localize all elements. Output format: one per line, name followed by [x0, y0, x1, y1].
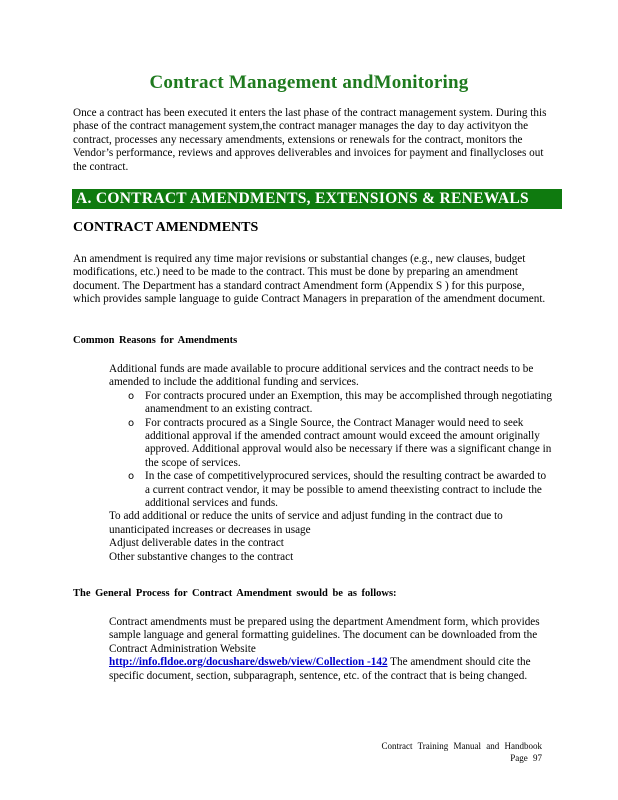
common-reasons-heading: Common Reasons for Amendments	[73, 335, 238, 346]
page-title: Contract Management andMonitoring	[149, 72, 469, 93]
sub-list-item	[73, 417, 553, 471]
sub-list-item-text: For contracts procured under an Exemption, this may be accomplished through negotiating anamendment to an existing contract.	[145, 389, 552, 416]
collection-link[interactable]: http://info.fldoe.org/docushare/dsweb/view/Collection -142	[109, 656, 388, 669]
page-number: Page 97	[510, 753, 542, 763]
contract-amendments-heading: CONTRACT AMENDMENTS	[73, 220, 259, 235]
sub-list-item-text: For contracts procured as a Single Source, the Contract Manager would need to seek additional approval if the amended contract amount would exceed the amount originally approved. Additional approval would also be necessary if there was a significant change in the scope of services.	[145, 416, 552, 469]
intro-paragraph: Once a contract has been executed it enters the last phase of the contract management system. During this phase of the contract management system,the contract manager manages the day to day activityon the contract, processes any necessary amendments, extensions or renewals for the contract, monitors the Vendor’s performance, reviews and approves deliverables and invoices for payment and finallycloses out the contract.	[73, 107, 547, 173]
list-item	[73, 537, 553, 550]
list-item	[73, 616, 553, 656]
page-footer	[382, 740, 542, 764]
circle-bullet-icon: o	[128, 471, 135, 483]
circle-bullet-icon: o	[128, 417, 135, 429]
list-item	[73, 551, 553, 564]
sub-list-item	[73, 470, 553, 510]
list-item-text: Contract amendments must be prepared using the department Amendment form, which provides sample language and general formatting guidelines. The document can be downloaded from the Contract Administration Website	[109, 616, 540, 655]
amendment-paragraph: An amendment is required any time major revisions or substantial changes (e.g., new clauses, budget modifications, etc.) need to be made to the contract. This must be done by preparing an amendment document. The Department has a standard contract Amendment form (Appendix S ) for this purpose, which provides sample language to guide Contract Managers in preparation of the amendment document.	[73, 253, 546, 306]
list-item-text: Other substantive changes to the contract	[109, 550, 294, 563]
list-item-text: The amendment should cite the specific document, section, subparagraph, sentence, etc. of the contract that is being changed.	[109, 656, 531, 682]
list-item-text: To add additional or reduce the units of service and adjust funding in the contract due to unanticipated increases or decreases in usage	[109, 510, 503, 536]
general-process-heading: The General Process for Contract Amendment swould be as follows:	[73, 588, 397, 599]
footer-handbook-title: Contract Training Manual and Handbook	[381, 741, 542, 751]
list-item	[73, 656, 553, 683]
circle-bullet-icon: o	[128, 390, 135, 402]
list-item	[73, 363, 553, 390]
list-item-text: Additional funds are made available to procure additional services and the contract needs to be amended to include the additional funding and services.	[109, 363, 534, 389]
list-item-text: Adjust deliverable dates in the contract	[109, 537, 284, 550]
sub-list-item-text: In the case of competitivelyprocured services, should the resulting contract be awarded to a current contract vendor, it may be possible to amend theexisting contract to include the additional services and funds.	[145, 470, 547, 510]
list-item	[73, 510, 553, 537]
reasons-list	[73, 363, 553, 564]
process-list	[73, 616, 553, 683]
sub-list-item	[73, 390, 553, 417]
section-heading-bar: A. CONTRACT AMENDMENTS, EXTENSIONS & RENEWALS	[72, 189, 562, 209]
